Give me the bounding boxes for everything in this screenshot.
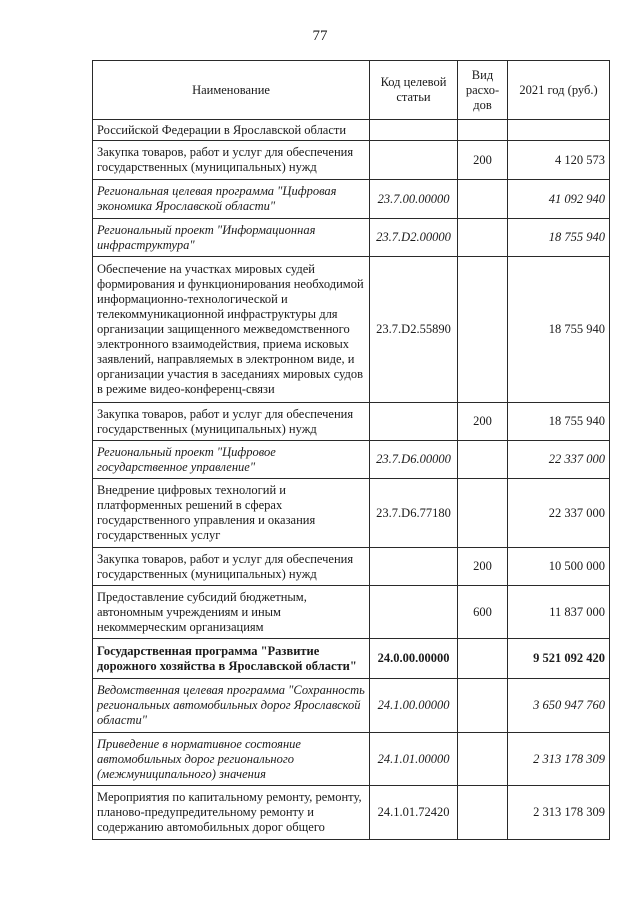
row-code-cell: 23.7.D2.00000 — [370, 219, 458, 257]
row-amount-cell: 18 755 940 — [508, 257, 610, 403]
table-row — [93, 548, 610, 586]
row-name-cell: Региональный проект "Цифровое государственное управление" — [93, 441, 370, 479]
row-type-cell: 200 — [458, 403, 508, 441]
table-row — [93, 120, 610, 141]
table-row — [93, 180, 610, 219]
row-amount-cell: 11 837 000 — [508, 586, 610, 639]
row-code-cell — [370, 586, 458, 639]
row-name-cell: Закупка товаров, работ и услуг для обеспечения государственных (муниципальных) нужд — [93, 403, 370, 441]
table-row — [93, 586, 610, 639]
row-code-cell — [370, 403, 458, 441]
row-code-cell — [370, 548, 458, 586]
table-row — [93, 639, 610, 679]
row-name-cell: Закупка товаров, работ и услуг для обеспечения государственных (муниципальных) нужд — [93, 548, 370, 586]
table-header — [93, 61, 610, 120]
row-type-cell: 600 — [458, 586, 508, 639]
header-type: Вид расхо-дов — [458, 61, 508, 120]
row-name-cell: Мероприятия по капитальному ремонту, ремонту, планово-предупредительному ремонту и содержанию автомобильных дорог общего — [93, 786, 370, 840]
row-code-cell: 23.7.D6.77180 — [370, 479, 458, 548]
row-type-cell — [458, 733, 508, 786]
row-type-cell — [458, 639, 508, 679]
row-name-cell: Закупка товаров, работ и услуг для обеспечения государственных (муниципальных) нужд — [93, 141, 370, 180]
row-type-cell: 200 — [458, 548, 508, 586]
table-body — [93, 120, 610, 840]
table-row — [93, 403, 610, 441]
row-name-cell: Региональная целевая программа "Цифровая экономика Ярославской области" — [93, 180, 370, 219]
row-type-cell — [458, 180, 508, 219]
row-amount-cell: 18 755 940 — [508, 219, 610, 257]
row-name-cell: Государственная программа "Развитие дорожного хозяйства в Ярославской области" — [93, 639, 370, 679]
row-amount-cell: 22 337 000 — [508, 441, 610, 479]
row-type-cell — [458, 786, 508, 840]
row-amount-cell: 10 500 000 — [508, 548, 610, 586]
table-row — [93, 479, 610, 548]
row-code-cell: 24.0.00.00000 — [370, 639, 458, 679]
row-code-cell: 24.1.01.72420 — [370, 786, 458, 840]
header-name: Наименование — [93, 61, 370, 120]
row-amount-cell: 18 755 940 — [508, 403, 610, 441]
page-number: 77 — [312, 28, 328, 44]
row-amount-cell: 41 092 940 — [508, 180, 610, 219]
row-amount-cell: 3 650 947 760 — [508, 679, 610, 733]
table-row — [93, 733, 610, 786]
row-name-cell: Приведение в нормативное состояние автомобильных дорог регионального (межмуниципального) значения — [93, 733, 370, 786]
row-amount-cell: 22 337 000 — [508, 479, 610, 548]
row-amount-cell: 2 313 178 309 — [508, 733, 610, 786]
row-code-cell: 23.7.D2.55890 — [370, 257, 458, 403]
row-type-cell — [458, 441, 508, 479]
row-type-cell — [458, 120, 508, 141]
row-name-cell: Обеспечение на участках мировых судей формирования и функционирования необходимой информационно-технологической и телекоммуникационной инфраструктуры для организации защищенного межведомственного электронного взаимодействия, приема исковых заявлений, направляемых в электронном виде, и организации участия в заседаниях мировых судов в режиме видео-конференц-связи — [93, 257, 370, 403]
row-name-cell: Российской Федерации в Ярославской области — [93, 120, 370, 141]
row-name-cell: Внедрение цифровых технологий и платформенных решений в сферах государственного управления и оказания государственных услуг — [93, 479, 370, 548]
row-amount-cell: 2 313 178 309 — [508, 786, 610, 840]
row-type-cell — [458, 679, 508, 733]
table-row — [93, 219, 610, 257]
row-code-cell — [370, 120, 458, 141]
row-code-cell — [370, 141, 458, 180]
row-code-cell: 23.7.00.00000 — [370, 180, 458, 219]
row-name-cell: Предоставление субсидий бюджетным, автономным учреждениям и иным некоммерческим организациям — [93, 586, 370, 639]
row-code-cell: 24.1.00.00000 — [370, 679, 458, 733]
table-row — [93, 141, 610, 180]
row-type-cell: 200 — [458, 141, 508, 180]
row-type-cell — [458, 219, 508, 257]
row-type-cell — [458, 257, 508, 403]
row-code-cell: 24.1.01.00000 — [370, 733, 458, 786]
row-name-cell: Ведомственная целевая программа "Сохранность региональных автомобильных дорог Ярославской области" — [93, 679, 370, 733]
header-code: Код целевой статьи — [370, 61, 458, 120]
row-amount-cell — [508, 120, 610, 141]
row-amount-cell: 9 521 092 420 — [508, 639, 610, 679]
table-row — [93, 257, 610, 403]
row-type-cell — [458, 479, 508, 548]
row-amount-cell: 4 120 573 — [508, 141, 610, 180]
header-row — [93, 61, 610, 120]
table-row — [93, 441, 610, 479]
table-row — [93, 679, 610, 733]
row-code-cell: 23.7.D6.00000 — [370, 441, 458, 479]
row-name-cell: Региональный проект "Информационная инфраструктура" — [93, 219, 370, 257]
header-amount: 2021 год (руб.) — [508, 61, 610, 120]
table-row — [93, 786, 610, 840]
budget-table — [92, 60, 610, 840]
